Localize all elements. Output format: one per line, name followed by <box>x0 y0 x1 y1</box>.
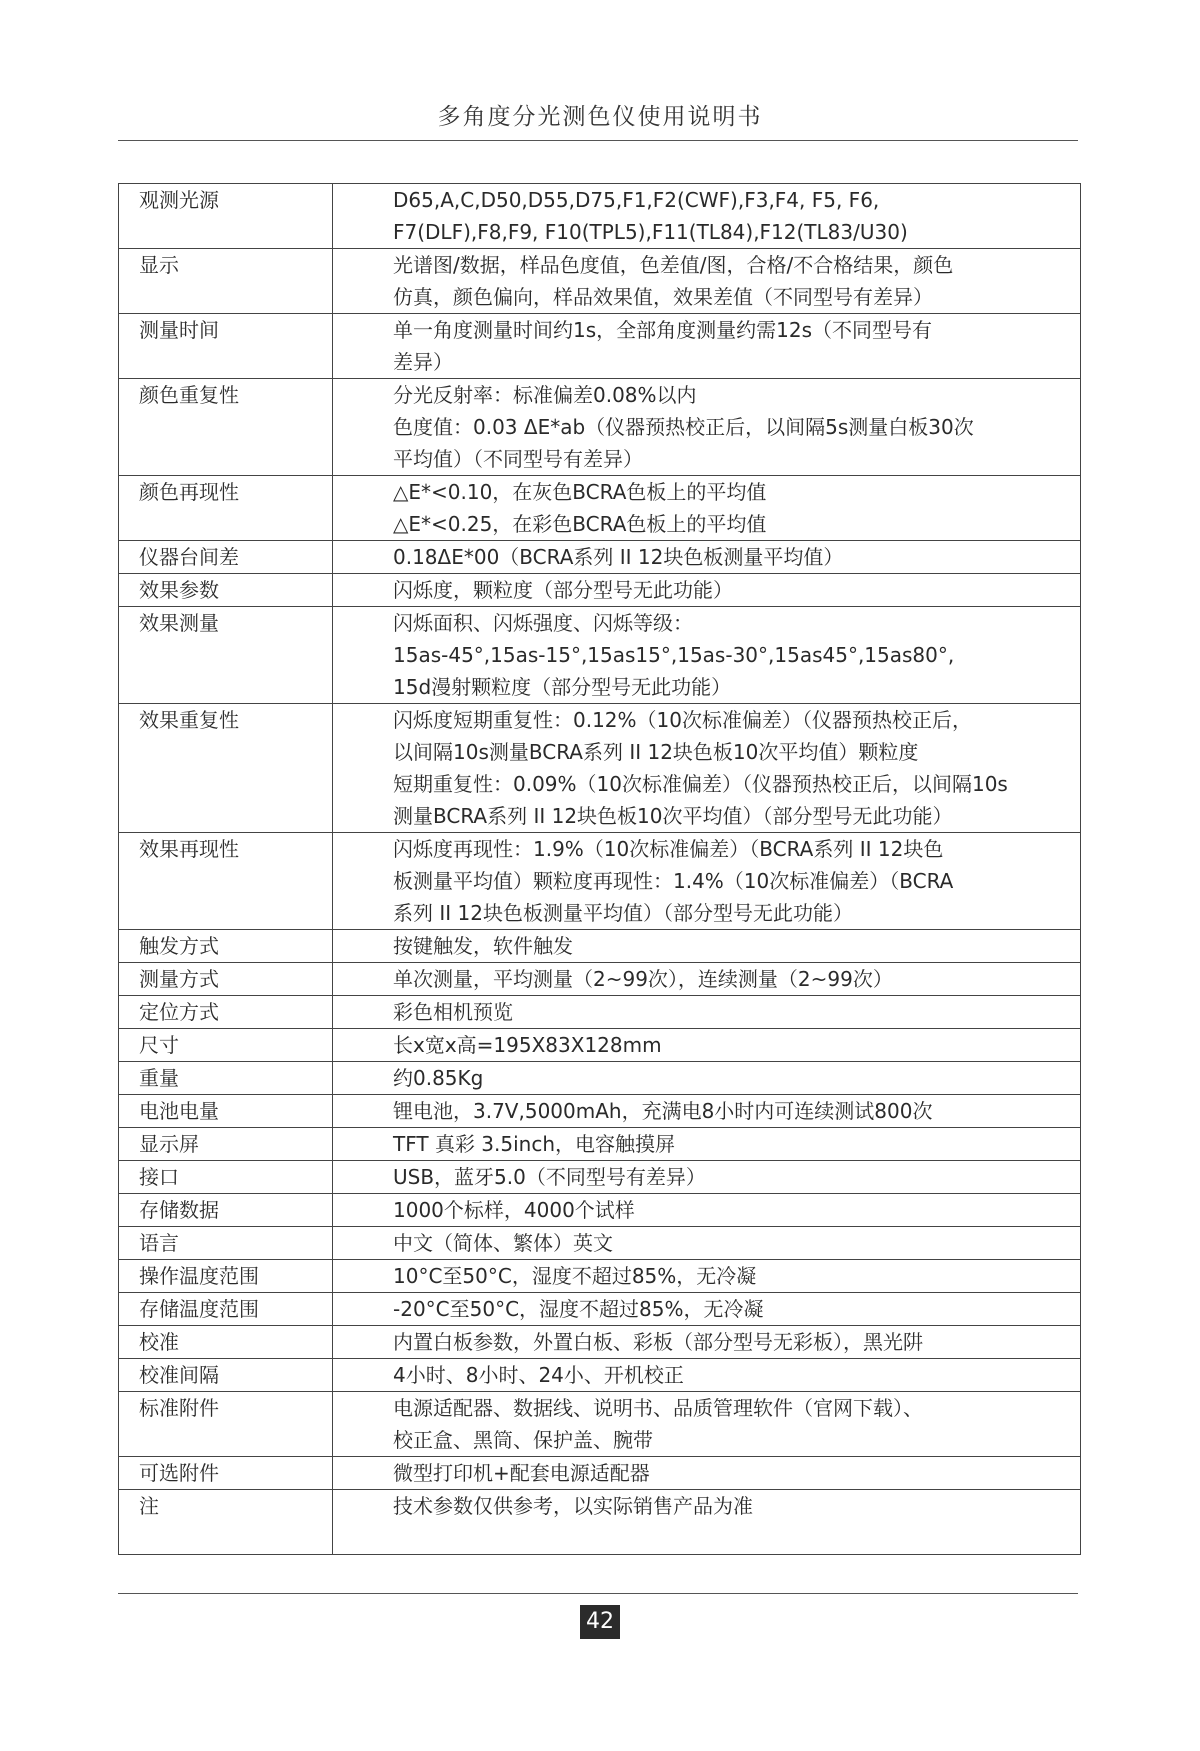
spec-value-line: 闪烁面积、闪烁强度、闪烁等级： <box>393 611 693 635</box>
spec-value-line: USB，蓝牙5.0（不同型号有差异） <box>393 1165 706 1189</box>
spec-label: 电池电量 <box>119 1095 333 1128</box>
spec-value-line: 光谱图/数据，样品色度值，色差值/图，合格/不合格结果，颜色 <box>393 253 954 277</box>
spec-value <box>333 1128 1081 1161</box>
document-title: 多角度分光测色仪使用说明书 <box>437 104 763 130</box>
spec-label: 测量时间 <box>119 314 333 379</box>
spec-label: 可选附件 <box>119 1457 333 1490</box>
spec-label: 显示屏 <box>119 1128 333 1161</box>
spec-value <box>333 963 1081 996</box>
spec-label: 效果重复性 <box>119 704 333 833</box>
spec-row <box>119 476 1081 541</box>
spec-value-line: 分光反射率：标准偏差0.08%以内 <box>393 383 697 407</box>
spec-value-line: 差异） <box>393 350 453 374</box>
spec-value-line: 闪烁度，颗粒度（部分型号无此功能） <box>393 578 733 602</box>
spec-label: 触发方式 <box>119 930 333 963</box>
spec-row <box>119 379 1081 476</box>
spec-label: 操作温度范围 <box>119 1260 333 1293</box>
spec-row <box>119 184 1081 249</box>
spec-value-line: TFT 真彩 3.5inch，电容触摸屏 <box>393 1132 676 1156</box>
spec-row <box>119 1029 1081 1062</box>
spec-value <box>333 1359 1081 1392</box>
spec-value-line: 电源适配器、数据线、说明书、品质管理软件（官网下载）、 <box>393 1396 923 1420</box>
spec-row <box>119 996 1081 1029</box>
spec-value-line: D65,A,C,D50,D55,D75,F1,F2(CWF),F3,F4, F5, F6, <box>393 188 880 212</box>
spec-value-line: 系列 II 12块色板测量平均值）（部分型号无此功能） <box>393 901 853 925</box>
spec-row <box>119 249 1081 314</box>
spec-label: 存储温度范围 <box>119 1293 333 1326</box>
spec-label: 效果参数 <box>119 574 333 607</box>
spec-value-line <box>393 1522 1072 1554</box>
spec-value <box>333 1095 1081 1128</box>
spec-row <box>119 541 1081 574</box>
spec-value-line: 1000个标样，4000个试样 <box>393 1198 635 1222</box>
spec-row <box>119 314 1081 379</box>
spec-row <box>119 833 1081 930</box>
footer-divider <box>118 1593 1078 1594</box>
spec-label: 效果测量 <box>119 607 333 704</box>
spec-value-line: 内置白板参数，外置白板、彩板（部分型号无彩板），黑光阱 <box>393 1330 923 1354</box>
spec-value <box>333 1260 1081 1293</box>
spec-row <box>119 1194 1081 1227</box>
spec-value <box>333 379 1081 476</box>
spec-value-line: 平均值）（不同型号有差异） <box>393 447 643 471</box>
spec-row <box>119 1293 1081 1326</box>
spec-value-line: 中文（简体、繁体）英文 <box>393 1231 613 1255</box>
spec-label: 显示 <box>119 249 333 314</box>
spec-label: 注 <box>119 1490 333 1555</box>
spec-value <box>333 1227 1081 1260</box>
spec-label: 语言 <box>119 1227 333 1260</box>
spec-value-line: 锂电池，3.7V,5000mAh，充满电8小时内可连续测试800次 <box>393 1099 933 1123</box>
spec-value-line: 短期重复性：0.09%（10次标准偏差）（仪器预热校正后，以间隔10s <box>393 772 1008 796</box>
spec-row <box>119 1128 1081 1161</box>
spec-label: 定位方式 <box>119 996 333 1029</box>
spec-table-body <box>119 184 1081 1555</box>
spec-value-line: 色度值：0.03 ΔE*ab（仪器预热校正后，以间隔5s测量白板30次 <box>393 415 974 439</box>
spec-value-line: 15d漫射颗粒度（部分型号无此功能） <box>393 675 732 699</box>
spec-row <box>119 930 1081 963</box>
spec-row <box>119 1062 1081 1095</box>
spec-value-line: 15as-45°,15as-15°,15as15°,15as-30°,15as45°,15as80°, <box>393 643 955 667</box>
spec-value <box>333 314 1081 379</box>
spec-value-line: 0.18ΔE*00（BCRA系列 II 12块色板测量平均值） <box>393 545 844 569</box>
spec-value <box>333 1392 1081 1457</box>
spec-value-line: 测量BCRA系列 II 12块色板10次平均值）（部分型号无此功能） <box>393 804 953 828</box>
spec-label: 颜色重复性 <box>119 379 333 476</box>
spec-value-line: -20°C至50°C，湿度不超过85%，无冷凝 <box>393 1297 764 1321</box>
spec-table <box>118 183 1081 1555</box>
spec-value-line: △E*<0.10，在灰色BCRA色板上的平均值 <box>393 480 767 504</box>
spec-value-line: 彩色相机预览 <box>393 1000 513 1024</box>
spec-label: 颜色再现性 <box>119 476 333 541</box>
spec-row <box>119 1326 1081 1359</box>
spec-row <box>119 963 1081 996</box>
spec-label: 效果再现性 <box>119 833 333 930</box>
spec-row <box>119 1260 1081 1293</box>
spec-value <box>333 996 1081 1029</box>
spec-value <box>333 1194 1081 1227</box>
spec-value <box>333 1326 1081 1359</box>
spec-row <box>119 1359 1081 1392</box>
spec-value-line: 4小时、8小时、24小、开机校正 <box>393 1363 684 1387</box>
spec-label: 尺寸 <box>119 1029 333 1062</box>
spec-label: 接口 <box>119 1161 333 1194</box>
spec-value-line: 长x宽x高=195X83X128mm <box>393 1033 662 1057</box>
spec-row <box>119 704 1081 833</box>
spec-value-line: 闪烁度短期重复性：0.12%（10次标准偏差）（仪器预热校正后， <box>393 708 972 732</box>
spec-value <box>333 249 1081 314</box>
spec-value-line: 约0.85Kg <box>393 1066 484 1090</box>
spec-value <box>333 541 1081 574</box>
spec-label: 重量 <box>119 1062 333 1095</box>
spec-value-line: 闪烁度再现性：1.9%（10次标准偏差）（BCRA系列 II 12块色 <box>393 837 944 861</box>
spec-value-line: 以间隔10s测量BCRA系列 II 12块色板10次平均值）颗粒度 <box>393 740 919 764</box>
spec-value-line: 校正盒、黑筒、保护盖、腕带 <box>393 1428 653 1452</box>
spec-label: 观测光源 <box>119 184 333 249</box>
spec-value <box>333 1062 1081 1095</box>
spec-label: 测量方式 <box>119 963 333 996</box>
spec-value <box>333 1161 1081 1194</box>
spec-row <box>119 1457 1081 1490</box>
spec-label: 校准间隔 <box>119 1359 333 1392</box>
spec-row <box>119 574 1081 607</box>
spec-row <box>119 1490 1081 1555</box>
spec-value-line: △E*<0.25，在彩色BCRA色板上的平均值 <box>393 512 767 536</box>
spec-row <box>119 1227 1081 1260</box>
spec-row <box>119 1392 1081 1457</box>
spec-label: 存储数据 <box>119 1194 333 1227</box>
spec-label: 仪器台间差 <box>119 541 333 574</box>
spec-value <box>333 1293 1081 1326</box>
spec-value <box>333 184 1081 249</box>
spec-value <box>333 476 1081 541</box>
spec-value-line: 按键触发，软件触发 <box>393 934 573 958</box>
spec-value-line: 单次测量，平均测量（2~99次），连续测量（2~99次） <box>393 967 893 991</box>
spec-value <box>333 833 1081 930</box>
spec-value <box>333 704 1081 833</box>
spec-value-line: 单一角度测量时间约1s，全部角度测量约需12s（不同型号有 <box>393 318 933 342</box>
spec-row <box>119 607 1081 704</box>
spec-value <box>333 1490 1081 1555</box>
spec-value-line: 仿真，颜色偏向，样品效果值，效果差值（不同型号有差异） <box>393 285 933 309</box>
spec-value-line: F7(DLF),F8,F9, F10(TPL5),F11(TL84),F12(TL83/U30) <box>393 220 908 244</box>
spec-value <box>333 930 1081 963</box>
spec-value <box>333 1029 1081 1062</box>
spec-value-line: 微型打印机+配套电源适配器 <box>393 1461 650 1485</box>
spec-value <box>333 574 1081 607</box>
spec-value <box>333 607 1081 704</box>
spec-label: 标准附件 <box>119 1392 333 1457</box>
page-number: 42 <box>580 1605 620 1639</box>
spec-value-line: 板测量平均值）颗粒度再现性：1.4%（10次标准偏差）（BCRA <box>393 869 954 893</box>
spec-row <box>119 1095 1081 1128</box>
spec-value-line: 10°C至50°C，湿度不超过85%，无冷凝 <box>393 1264 757 1288</box>
header-divider <box>118 140 1078 141</box>
spec-value <box>333 1457 1081 1490</box>
spec-label: 校准 <box>119 1326 333 1359</box>
spec-row <box>119 1161 1081 1194</box>
spec-value-line: 技术参数仅供参考，以实际销售产品为准 <box>393 1494 753 1518</box>
